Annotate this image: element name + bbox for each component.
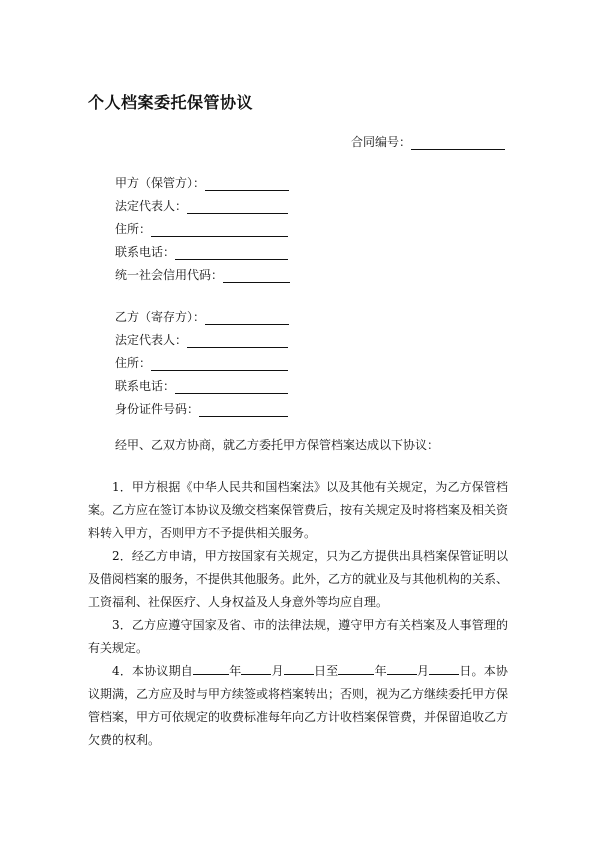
party-a-address-row — [115, 214, 290, 237]
start-month-field[interactable] — [241, 661, 271, 675]
party-b-phone-row — [115, 371, 289, 394]
party-b-phone-field[interactable] — [175, 381, 288, 394]
clause-2: 2．经乙方申请，甲方按国家有关规定，只为乙方提供出具档案保管证明以及借阅档案的服务，不提供其他服务。此外，乙方的就业及与其他机构的关系、工资福利、社保医疗、人身权益及人身意外等均应自理。 — [88, 549, 509, 609]
clause-4-intro: 4．本协议期自 — [112, 664, 193, 678]
start-day-field[interactable] — [284, 661, 314, 675]
clause-4 — [88, 660, 508, 752]
party-b-id-label: 身份证件号码： — [115, 402, 200, 416]
party-b-rep-field[interactable] — [187, 335, 288, 348]
agreement-intro: 经甲、乙双方协商，就乙方委托甲方保管档案达成以下协议： — [115, 438, 440, 452]
party-a-name-row — [115, 168, 290, 191]
end-month-unit: 月 — [416, 664, 430, 678]
start-month-unit: 月 — [271, 664, 284, 678]
party-a-section — [115, 168, 290, 283]
party-a-credit-code-label: 统一社会信用代码： — [115, 268, 224, 282]
clause-4-body: 日。本协议期满，乙方应及时与甲方续签或将档案转出；否则，视为乙方继续委托甲方保管档案，甲方可依规定的收费标准每年向乙方计收档案保管费，并保留追收乙方欠费的权利。 — [88, 664, 509, 747]
party-a-address-label: 住所： — [115, 222, 152, 236]
party-a-address-field[interactable] — [151, 224, 288, 237]
clause-1: 1．甲方根据《中华人民共和国档案法》以及其他有关规定，为乙方保管档案。乙方应在签订本协议及缴交档案保管费后，按有关规定及时将档案及相关资料转入甲方，否则甲方不予提供相关服务。 — [88, 480, 509, 540]
end-month-field[interactable] — [387, 661, 417, 675]
party-a-phone-field[interactable] — [175, 247, 288, 260]
party-b-rep-label: 法定代表人： — [115, 333, 188, 347]
clauses-section — [88, 476, 508, 752]
party-b-address-label: 住所： — [115, 356, 152, 370]
party-a-phone-label: 联系电话： — [115, 245, 176, 259]
party-b-name-field[interactable] — [205, 312, 289, 325]
start-year-unit: 年 — [229, 664, 242, 678]
party-a-credit-code-field[interactable] — [223, 270, 290, 283]
party-b-section — [115, 302, 289, 417]
party-a-rep-label: 法定代表人： — [115, 199, 188, 213]
contract-number-field[interactable] — [411, 137, 505, 150]
end-year-unit: 年 — [374, 664, 387, 678]
party-a-rep-row — [115, 191, 290, 214]
party-b-name-label: 乙方（寄存方）： — [115, 310, 206, 324]
contract-number — [351, 133, 505, 150]
end-year-field[interactable] — [338, 661, 374, 675]
party-a-credit-code-row — [115, 260, 290, 283]
party-a-name-field[interactable] — [205, 178, 289, 191]
party-b-address-field[interactable] — [151, 358, 288, 371]
clause-3: 3．乙方应遵守国家及省、市的法律法规，遵守甲方有关档案及人事管理的有关规定。 — [88, 618, 508, 655]
party-a-name-label: 甲方（保管方）： — [115, 176, 206, 190]
party-b-address-row — [115, 348, 289, 371]
party-b-rep-row — [115, 325, 289, 348]
party-b-id-field[interactable] — [199, 404, 288, 417]
end-day-field[interactable] — [429, 661, 459, 675]
start-day-unit: 日至 — [313, 664, 339, 678]
contract-number-label: 合同编号： — [350, 135, 411, 149]
start-year-field[interactable] — [193, 661, 229, 675]
party-b-phone-label: 联系电话： — [115, 379, 176, 393]
document-title: 个人档案委托保管协议 — [88, 93, 254, 112]
party-b-id-row — [115, 394, 289, 417]
party-a-rep-field[interactable] — [187, 201, 288, 214]
party-b-name-row — [115, 302, 289, 325]
party-a-phone-row — [115, 237, 290, 260]
